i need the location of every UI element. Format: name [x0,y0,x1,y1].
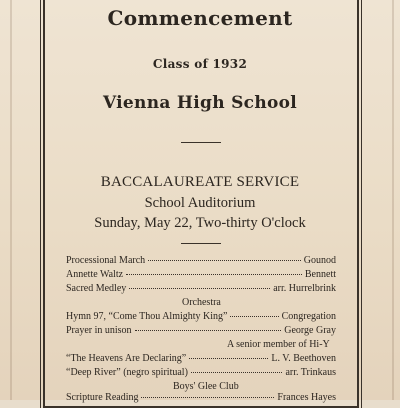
program-row [66,254,336,268]
leader-dots [129,287,270,289]
program-performer: Congregation [281,311,336,322]
program-row [66,310,336,324]
divider-top [181,142,221,143]
hi-y-note: A senior member of Hi-Y [227,339,330,350]
program-performer: Gounod [303,255,336,266]
program-row [66,391,336,405]
service-title: BACCALAUREATE SERVICE [100,174,300,190]
program-performer: Frances Hayes [277,392,336,403]
service-venue: School Auditorium [144,195,256,211]
program-item: Annette Waltz [66,269,124,280]
program-performer: George Gray [284,325,336,336]
leader-dots [126,273,302,275]
program-row [66,324,336,338]
divider-bottom [181,243,221,244]
orchestra-note: Orchestra [182,297,221,308]
commencement-title: Commencement [107,6,293,30]
program-item: Processional March [66,255,146,266]
program-performer: arr. Hurrelbrink [273,283,336,294]
leader-dots [148,259,301,261]
program-row [66,352,336,366]
program-item: “The Heavens Are Declaring” [66,353,187,364]
program-item: “Deep River” (negro spiritual) [66,367,188,378]
program-row [66,366,336,380]
leader-dots [191,371,283,373]
leader-dots [135,329,282,331]
program-row [66,268,336,282]
program-item: Scripture Reading [66,392,139,403]
program-item: Prayer in unison [66,325,132,336]
class-of-label: Class of 1932 [152,57,248,71]
program-performer: L. V. Beethoven [271,353,336,364]
school-name: Vienna High School [102,93,298,113]
program-item: Sacred Medley [66,283,127,294]
program-item: Hymn 97, “Come Thou Almighty King” [66,311,228,322]
program-row [66,282,336,296]
leader-dots [189,357,268,359]
program-performer: arr. Trinkaus [285,367,336,378]
glee-club-note: Boys' Glee Club [173,381,239,392]
program-performer: Bennett [304,269,336,280]
leader-dots [230,315,278,317]
leader-dots [141,396,274,398]
service-date-time: Sunday, May 22, Two-thirty O'clock [94,215,306,231]
